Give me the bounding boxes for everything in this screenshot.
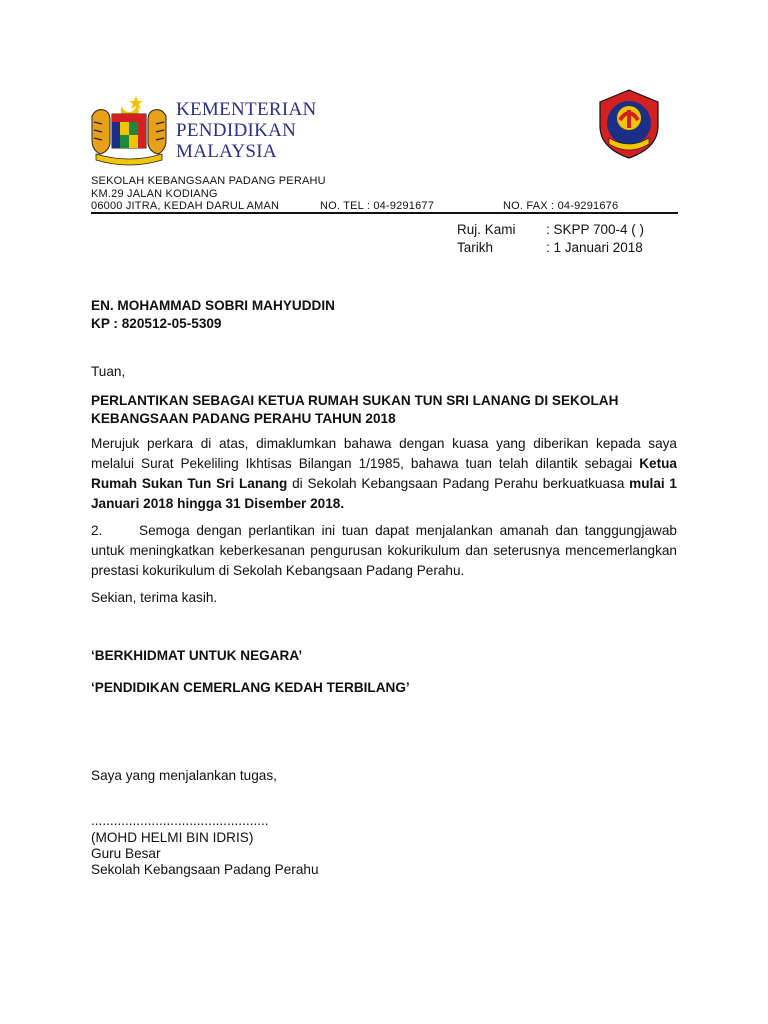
school-logo	[594, 88, 664, 160]
closing-text: Sekian, terima kasih.	[91, 590, 218, 605]
ministry-line-3: MALAYSIA	[176, 141, 277, 162]
para1-text-a: Merujuk perkara di atas, dimaklumkan bahawa dengan kuasa yang diberikan kepada saya melalui Surat Pekeliling Ikhtisas Bilangan 1/1985, bahawa tuan telah dilantik sebagai	[91, 436, 677, 471]
motto-2: ‘PENDIDIKAN CEMERLANG KEDAH TERBILANG’	[91, 680, 410, 695]
para1-bold-role: Ketua Rumah Sukan Tun Sri Lanang	[91, 456, 677, 491]
para2-number: 2.	[91, 523, 103, 538]
paragraph-1	[91, 434, 677, 514]
subject-line-2: KEBANGSAAN PADANG PERAHU TAHUN 2018	[91, 411, 396, 426]
header-divider	[91, 212, 678, 214]
school-street: KM.29 JALAN KODIANG	[91, 188, 218, 200]
ref-label: Ruj. Kami	[457, 222, 516, 237]
recipient-name: EN. MOHAMMAD SOBRI MAHYUDDIN	[91, 298, 335, 313]
coat-of-arms-logo	[86, 92, 172, 166]
ministry-line-1: KEMENTERIAN	[176, 99, 317, 120]
signatory-school: Sekolah Kebangsaan Padang Perahu	[91, 862, 319, 877]
school-postcode-state: 06000 JITRA, KEDAH DARUL AMAN	[91, 200, 280, 212]
sign-off: Saya yang menjalankan tugas,	[91, 768, 277, 783]
date-label: Tarikh	[457, 240, 494, 255]
salutation: Tuan,	[91, 364, 126, 379]
paragraph-2	[91, 521, 677, 581]
letter-subject	[91, 392, 677, 428]
signature-line: ...............................................	[91, 813, 269, 828]
motto-1: ‘BERKHIDMAT UNTUK NEGARA’	[91, 648, 303, 663]
para2-text: Semoga dengan perlantikan ini tuan dapat menjalankan amanah dan tanggungjawab untuk meningkatkan keberkesanan pengurusan kokurikulum dan seterusnya mencemerlangkan prestasi kokurikulum di Sekolah Kebangsaan Padang Perahu.	[91, 523, 677, 578]
signatory-name: (MOHD HELMI BIN IDRIS)	[91, 830, 254, 845]
ministry-name	[176, 99, 317, 162]
para1-text-b: di Sekolah Kebangsaan Padang Perahu berkuatkuasa	[287, 476, 630, 491]
school-name: SEKOLAH KEBANGSAAN PADANG PERAHU	[91, 175, 326, 187]
signatory-title: Guru Besar	[91, 846, 161, 861]
ministry-line-2: PENDIDIKAN	[176, 120, 297, 141]
ref-value: : SKPP 700-4 ( )	[546, 222, 645, 237]
date-value: : 1 Januari 2018	[546, 240, 643, 255]
subject-line-1: PERLANTIKAN SEBAGAI KETUA RUMAH SUKAN TUN SRI LANANG DI SEKOLAH	[91, 393, 619, 408]
school-tel: NO. TEL : 04-9291677	[320, 200, 435, 212]
para1-bold-dates: mulai 1 Januari 2018 hingga 31 Disember 2018.	[91, 476, 677, 511]
school-fax: NO. FAX : 04-9291676	[503, 200, 619, 212]
recipient-kp: KP : 820512-05-5309	[91, 316, 222, 331]
